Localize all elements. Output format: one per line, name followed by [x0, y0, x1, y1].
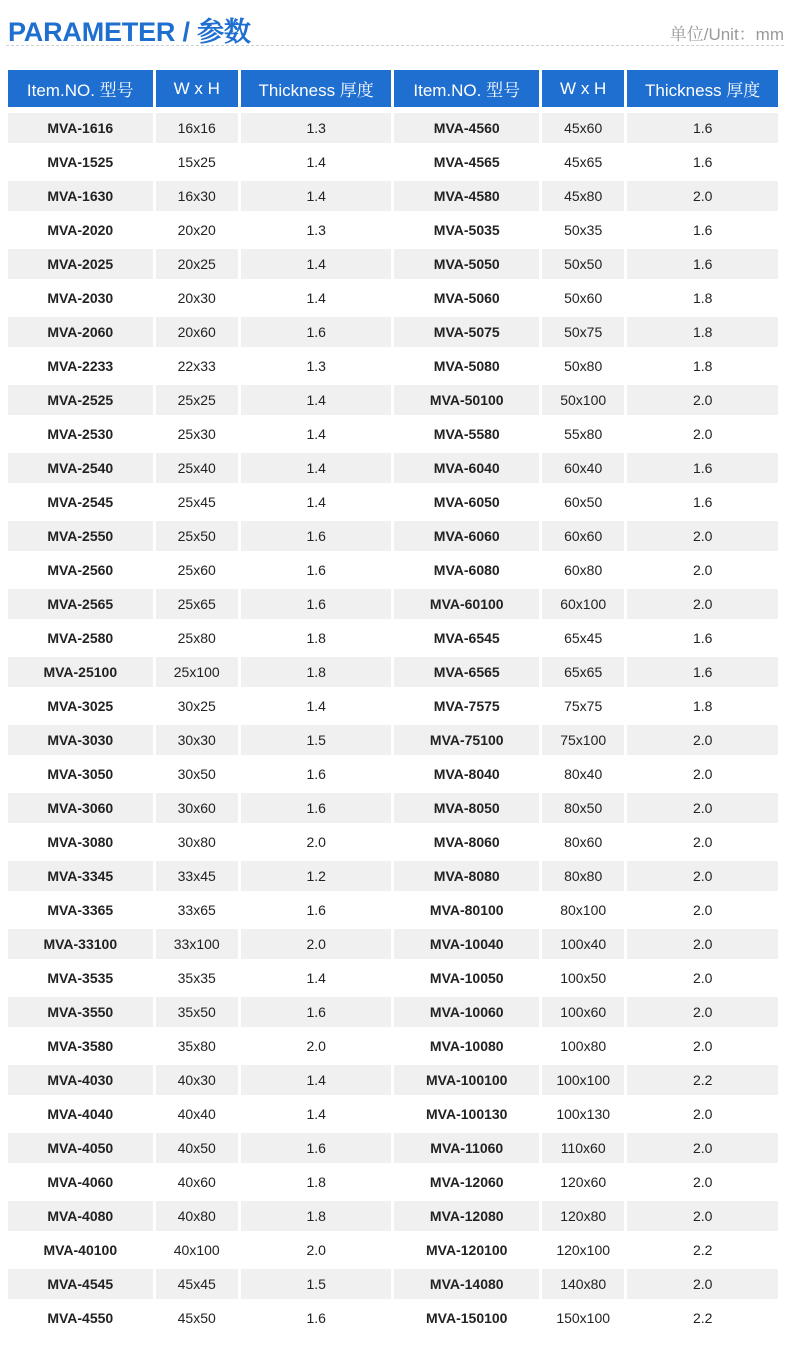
cell-thickness: 2.0 [241, 929, 392, 963]
cell-item-no: MVA-1616 [8, 113, 153, 147]
cell-item-no: MVA-7575 [394, 691, 539, 725]
cell-thickness: 1.8 [241, 657, 392, 691]
cell-thickness: 2.0 [241, 1235, 392, 1269]
cell-item-no: MVA-3050 [8, 759, 153, 793]
cell-item-no: MVA-3550 [8, 997, 153, 1031]
cell-item-no: MVA-3060 [8, 793, 153, 827]
cell-item-no: MVA-4565 [394, 147, 539, 181]
cell-thickness: 1.8 [627, 691, 778, 725]
table-row [8, 419, 778, 453]
cell-thickness: 1.6 [241, 589, 392, 623]
cell-thickness: 2.0 [627, 1269, 778, 1303]
cell-wxh: 100x60 [542, 997, 624, 1031]
cell-thickness: 2.0 [627, 827, 778, 861]
cell-thickness: 2.0 [627, 997, 778, 1031]
cell-thickness: 1.8 [627, 283, 778, 317]
cell-thickness: 2.2 [627, 1235, 778, 1269]
cell-item-no: MVA-33100 [8, 929, 153, 963]
cell-thickness: 2.0 [627, 963, 778, 997]
cell-wxh: 60x80 [542, 555, 624, 589]
cell-item-no: MVA-150100 [394, 1303, 539, 1337]
cell-thickness: 1.4 [241, 691, 392, 725]
cell-item-no: MVA-60100 [394, 589, 539, 623]
cell-item-no: MVA-3345 [8, 861, 153, 895]
cell-item-no: MVA-2565 [8, 589, 153, 623]
cell-wxh: 60x60 [542, 521, 624, 555]
table-row [8, 657, 778, 691]
table-row [8, 487, 778, 521]
table-row [8, 623, 778, 657]
cell-item-no: MVA-4080 [8, 1201, 153, 1235]
cell-wxh: 45x80 [542, 181, 624, 215]
cell-wxh: 110x60 [542, 1133, 624, 1167]
cell-wxh: 25x100 [156, 657, 238, 691]
table-row [8, 1099, 778, 1133]
cell-wxh: 40x80 [156, 1201, 238, 1235]
cell-wxh: 40x30 [156, 1065, 238, 1099]
cell-thickness: 2.0 [627, 555, 778, 589]
cell-thickness: 2.0 [627, 181, 778, 215]
cell-item-no: MVA-6565 [394, 657, 539, 691]
cell-wxh: 40x100 [156, 1235, 238, 1269]
cell-item-no: MVA-3025 [8, 691, 153, 725]
cell-thickness: 1.8 [241, 623, 392, 657]
table-row [8, 691, 778, 725]
cell-thickness: 1.6 [241, 793, 392, 827]
cell-item-no: MVA-8060 [394, 827, 539, 861]
table-row [8, 317, 778, 351]
cell-thickness: 1.4 [241, 147, 392, 181]
cell-thickness: 1.6 [627, 623, 778, 657]
cell-item-no: MVA-2060 [8, 317, 153, 351]
cell-thickness: 1.4 [241, 249, 392, 283]
cell-thickness: 1.6 [627, 487, 778, 521]
table-row [8, 759, 778, 793]
cell-item-no: MVA-10050 [394, 963, 539, 997]
cell-item-no: MVA-3030 [8, 725, 153, 759]
cell-item-no: MVA-80100 [394, 895, 539, 929]
cell-thickness: 1.6 [241, 521, 392, 555]
cell-item-no: MVA-12080 [394, 1201, 539, 1235]
cell-thickness: 1.2 [241, 861, 392, 895]
cell-wxh: 22x33 [156, 351, 238, 385]
cell-wxh: 100x50 [542, 963, 624, 997]
cell-thickness: 1.6 [627, 657, 778, 691]
cell-thickness: 2.0 [627, 929, 778, 963]
cell-wxh: 16x30 [156, 181, 238, 215]
cell-wxh: 80x40 [542, 759, 624, 793]
cell-item-no: MVA-120100 [394, 1235, 539, 1269]
cell-item-no: MVA-3580 [8, 1031, 153, 1065]
cell-thickness: 2.0 [241, 827, 392, 861]
cell-item-no: MVA-5050 [394, 249, 539, 283]
column-header-thickness: Thickness 厚度 [627, 70, 778, 107]
cell-wxh: 65x45 [542, 623, 624, 657]
cell-thickness: 1.6 [241, 1133, 392, 1167]
cell-thickness: 1.5 [241, 1269, 392, 1303]
cell-thickness: 1.6 [241, 997, 392, 1031]
table-row [8, 1269, 778, 1303]
cell-wxh: 65x65 [542, 657, 624, 691]
table-body [8, 113, 778, 1337]
cell-thickness: 2.0 [627, 521, 778, 555]
column-header-item-no: Item.NO. 型号 [8, 70, 153, 107]
cell-thickness: 1.3 [241, 351, 392, 385]
cell-wxh: 45x60 [542, 113, 624, 147]
cell-thickness: 1.6 [241, 1303, 392, 1337]
cell-item-no: MVA-4030 [8, 1065, 153, 1099]
cell-wxh: 80x60 [542, 827, 624, 861]
cell-item-no: MVA-50100 [394, 385, 539, 419]
cell-wxh: 45x50 [156, 1303, 238, 1337]
cell-thickness: 1.4 [241, 385, 392, 419]
cell-wxh: 50x50 [542, 249, 624, 283]
cell-wxh: 75x100 [542, 725, 624, 759]
cell-item-no: MVA-1525 [8, 147, 153, 181]
table-row [8, 1065, 778, 1099]
cell-item-no: MVA-25100 [8, 657, 153, 691]
cell-item-no: MVA-40100 [8, 1235, 153, 1269]
cell-item-no: MVA-4040 [8, 1099, 153, 1133]
cell-thickness: 1.5 [241, 725, 392, 759]
cell-wxh: 45x45 [156, 1269, 238, 1303]
cell-thickness: 1.3 [241, 215, 392, 249]
cell-wxh: 25x45 [156, 487, 238, 521]
column-header-thickness: Thickness 厚度 [241, 70, 392, 107]
cell-item-no: MVA-2030 [8, 283, 153, 317]
cell-thickness: 2.0 [627, 1031, 778, 1065]
cell-thickness: 1.4 [241, 487, 392, 521]
cell-wxh: 55x80 [542, 419, 624, 453]
cell-wxh: 35x80 [156, 1031, 238, 1065]
cell-thickness: 2.0 [627, 419, 778, 453]
cell-item-no: MVA-2233 [8, 351, 153, 385]
cell-item-no: MVA-6545 [394, 623, 539, 657]
table-header [8, 70, 778, 107]
table-row [8, 385, 778, 419]
table-row [8, 521, 778, 555]
cell-wxh: 20x25 [156, 249, 238, 283]
table-row [8, 895, 778, 929]
cell-thickness: 1.6 [241, 555, 392, 589]
cell-item-no: MVA-12060 [394, 1167, 539, 1201]
cell-wxh: 45x65 [542, 147, 624, 181]
table-row [8, 861, 778, 895]
cell-thickness: 1.6 [627, 249, 778, 283]
table-row [8, 827, 778, 861]
cell-item-no: MVA-2020 [8, 215, 153, 249]
table-row [8, 147, 778, 181]
cell-item-no: MVA-2525 [8, 385, 153, 419]
cell-item-no: MVA-8040 [394, 759, 539, 793]
table-row [8, 1031, 778, 1065]
cell-wxh: 40x50 [156, 1133, 238, 1167]
cell-item-no: MVA-5080 [394, 351, 539, 385]
cell-thickness: 1.4 [241, 1065, 392, 1099]
cell-wxh: 80x50 [542, 793, 624, 827]
cell-item-no: MVA-10080 [394, 1031, 539, 1065]
cell-wxh: 60x50 [542, 487, 624, 521]
cell-item-no: MVA-2550 [8, 521, 153, 555]
cell-wxh: 60x100 [542, 589, 624, 623]
cell-thickness: 1.8 [241, 1201, 392, 1235]
table-row [8, 1303, 778, 1337]
cell-item-no: MVA-75100 [394, 725, 539, 759]
table-row [8, 1201, 778, 1235]
cell-wxh: 33x65 [156, 895, 238, 929]
cell-thickness: 1.4 [241, 181, 392, 215]
column-header-wxh: W x H [156, 70, 238, 107]
cell-wxh: 25x60 [156, 555, 238, 589]
cell-wxh: 30x30 [156, 725, 238, 759]
cell-wxh: 35x50 [156, 997, 238, 1031]
cell-item-no: MVA-4050 [8, 1133, 153, 1167]
cell-wxh: 140x80 [542, 1269, 624, 1303]
cell-thickness: 2.0 [627, 725, 778, 759]
cell-wxh: 80x100 [542, 895, 624, 929]
cell-thickness: 2.0 [627, 1167, 778, 1201]
cell-wxh: 30x80 [156, 827, 238, 861]
cell-wxh: 33x45 [156, 861, 238, 895]
cell-thickness: 2.0 [627, 589, 778, 623]
table-row [8, 589, 778, 623]
cell-item-no: MVA-5060 [394, 283, 539, 317]
cell-thickness: 1.4 [241, 1099, 392, 1133]
cell-wxh: 20x30 [156, 283, 238, 317]
cell-wxh: 16x16 [156, 113, 238, 147]
cell-wxh: 120x80 [542, 1201, 624, 1235]
cell-wxh: 25x30 [156, 419, 238, 453]
cell-item-no: MVA-100130 [394, 1099, 539, 1133]
cell-item-no: MVA-6040 [394, 453, 539, 487]
table-row [8, 793, 778, 827]
cell-thickness: 2.0 [627, 759, 778, 793]
cell-item-no: MVA-2545 [8, 487, 153, 521]
cell-thickness: 2.0 [627, 1099, 778, 1133]
cell-item-no: MVA-4550 [8, 1303, 153, 1337]
cell-thickness: 1.6 [241, 895, 392, 929]
cell-thickness: 1.6 [627, 113, 778, 147]
cell-thickness: 1.8 [627, 317, 778, 351]
cell-item-no: MVA-14080 [394, 1269, 539, 1303]
cell-wxh: 25x80 [156, 623, 238, 657]
table-row [8, 555, 778, 589]
page-header [6, 0, 784, 50]
cell-wxh: 30x50 [156, 759, 238, 793]
cell-thickness: 2.2 [627, 1065, 778, 1099]
cell-wxh: 100x40 [542, 929, 624, 963]
cell-wxh: 25x40 [156, 453, 238, 487]
cell-thickness: 2.0 [627, 793, 778, 827]
unit-label: 单位/Unit：mm [669, 25, 784, 44]
cell-thickness: 2.0 [627, 1201, 778, 1235]
cell-item-no: MVA-4580 [394, 181, 539, 215]
cell-wxh: 40x40 [156, 1099, 238, 1133]
cell-wxh: 80x80 [542, 861, 624, 895]
cell-wxh: 30x25 [156, 691, 238, 725]
column-header-item-no: Item.NO. 型号 [394, 70, 539, 107]
cell-wxh: 50x35 [542, 215, 624, 249]
cell-thickness: 2.0 [241, 1031, 392, 1065]
cell-wxh: 60x40 [542, 453, 624, 487]
cell-wxh: 50x75 [542, 317, 624, 351]
cell-wxh: 50x80 [542, 351, 624, 385]
table-row [8, 1167, 778, 1201]
column-header-wxh: W x H [542, 70, 624, 107]
cell-item-no: MVA-2530 [8, 419, 153, 453]
cell-wxh: 100x130 [542, 1099, 624, 1133]
cell-item-no: MVA-3535 [8, 963, 153, 997]
cell-thickness: 1.8 [241, 1167, 392, 1201]
table-row [8, 215, 778, 249]
cell-item-no: MVA-4060 [8, 1167, 153, 1201]
cell-wxh: 75x75 [542, 691, 624, 725]
table-row [8, 929, 778, 963]
cell-item-no: MVA-4560 [394, 113, 539, 147]
table-row [8, 1133, 778, 1167]
table-row [8, 113, 778, 147]
table-row [8, 997, 778, 1031]
cell-wxh: 30x60 [156, 793, 238, 827]
cell-thickness: 1.4 [241, 419, 392, 453]
page-title: PARAMETER / 参数 [8, 17, 251, 47]
cell-wxh: 20x20 [156, 215, 238, 249]
table-row [8, 249, 778, 283]
cell-wxh: 20x60 [156, 317, 238, 351]
cell-item-no: MVA-100100 [394, 1065, 539, 1099]
cell-thickness: 1.4 [241, 453, 392, 487]
table-row [8, 453, 778, 487]
cell-wxh: 120x60 [542, 1167, 624, 1201]
table-row [8, 725, 778, 759]
table-row [8, 1235, 778, 1269]
cell-wxh: 100x80 [542, 1031, 624, 1065]
cell-item-no: MVA-5075 [394, 317, 539, 351]
cell-item-no: MVA-3080 [8, 827, 153, 861]
cell-thickness: 2.0 [627, 861, 778, 895]
cell-thickness: 2.2 [627, 1303, 778, 1337]
cell-wxh: 120x100 [542, 1235, 624, 1269]
cell-thickness: 1.4 [241, 283, 392, 317]
cell-thickness: 1.4 [241, 963, 392, 997]
cell-item-no: MVA-2540 [8, 453, 153, 487]
table-row [8, 283, 778, 317]
parameter-table [5, 70, 781, 1337]
cell-item-no: MVA-10040 [394, 929, 539, 963]
cell-item-no: MVA-8080 [394, 861, 539, 895]
cell-item-no: MVA-11060 [394, 1133, 539, 1167]
cell-wxh: 33x100 [156, 929, 238, 963]
cell-item-no: MVA-5580 [394, 419, 539, 453]
cell-item-no: MVA-2580 [8, 623, 153, 657]
cell-wxh: 25x65 [156, 589, 238, 623]
table-row [8, 351, 778, 385]
table-row [8, 181, 778, 215]
cell-item-no: MVA-6060 [394, 521, 539, 555]
cell-wxh: 25x25 [156, 385, 238, 419]
cell-wxh: 25x50 [156, 521, 238, 555]
cell-thickness: 2.0 [627, 1133, 778, 1167]
cell-thickness: 1.8 [627, 351, 778, 385]
cell-thickness: 2.0 [627, 895, 778, 929]
cell-wxh: 50x60 [542, 283, 624, 317]
cell-thickness: 1.6 [241, 317, 392, 351]
cell-thickness: 2.0 [627, 385, 778, 419]
cell-item-no: MVA-6080 [394, 555, 539, 589]
cell-thickness: 1.6 [627, 215, 778, 249]
cell-thickness: 1.6 [627, 453, 778, 487]
cell-item-no: MVA-6050 [394, 487, 539, 521]
cell-wxh: 150x100 [542, 1303, 624, 1337]
cell-item-no: MVA-8050 [394, 793, 539, 827]
cell-item-no: MVA-4545 [8, 1269, 153, 1303]
cell-thickness: 1.6 [627, 147, 778, 181]
cell-wxh: 50x100 [542, 385, 624, 419]
cell-item-no: MVA-2560 [8, 555, 153, 589]
cell-item-no: MVA-1630 [8, 181, 153, 215]
cell-wxh: 35x35 [156, 963, 238, 997]
cell-item-no: MVA-2025 [8, 249, 153, 283]
table-row [8, 963, 778, 997]
cell-item-no: MVA-3365 [8, 895, 153, 929]
cell-thickness: 1.6 [241, 759, 392, 793]
header-divider [6, 45, 784, 46]
cell-wxh: 15x25 [156, 147, 238, 181]
cell-thickness: 1.3 [241, 113, 392, 147]
cell-item-no: MVA-10060 [394, 997, 539, 1031]
cell-wxh: 40x60 [156, 1167, 238, 1201]
cell-wxh: 100x100 [542, 1065, 624, 1099]
cell-item-no: MVA-5035 [394, 215, 539, 249]
